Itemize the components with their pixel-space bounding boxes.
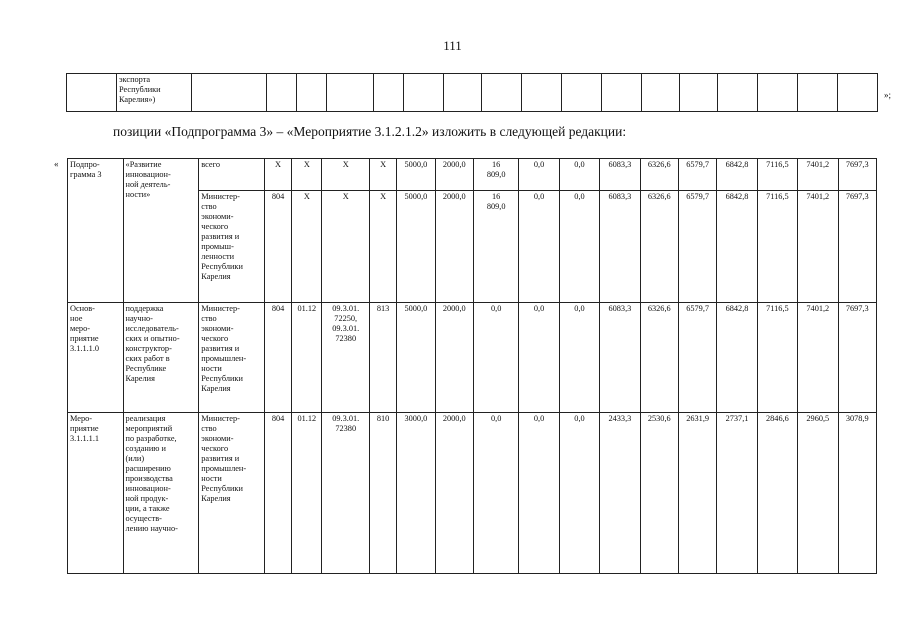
value-cell: 7697,3 xyxy=(838,191,877,303)
value-cell: 6842,8 xyxy=(717,159,757,191)
intro-text: позиции «Подпрограмма 3» – «Мероприятие 3.1.2.1.2» изложить в следующей редакции: xyxy=(113,124,627,139)
row-label: экспорта Республики Карелия») xyxy=(117,74,192,112)
vr-cell: 813 xyxy=(369,303,396,413)
value-cell: 6842,8 xyxy=(717,303,757,413)
program-title: реализация мероприятий по разработке, созданию и (или) расширению производства инновацион- ной продук- ции, а также осуществ- лению научно- xyxy=(123,413,199,574)
value-cell: 2737,1 xyxy=(717,413,757,574)
value-cell: 6326,6 xyxy=(640,191,678,303)
table-row xyxy=(68,303,877,413)
closing-quote: »; xyxy=(884,90,892,100)
value-cell: 6083,3 xyxy=(600,159,640,191)
vr-cell: 810 xyxy=(369,413,396,574)
grbs-cell: 804 xyxy=(264,191,291,303)
value-cell: 16 809,0 xyxy=(473,159,518,191)
program-table xyxy=(67,158,877,574)
previous-table-fragment xyxy=(66,73,878,112)
program-name: Меро- приятие 3.1.1.1.1 xyxy=(68,413,124,574)
value-cell: 7697,3 xyxy=(838,159,877,191)
value-cell: 6579,7 xyxy=(678,159,716,191)
value-cell: 6579,7 xyxy=(678,303,716,413)
vr-cell: Х xyxy=(369,191,396,303)
value-cell: 2631,9 xyxy=(678,413,716,574)
value-cell: 7401,2 xyxy=(798,159,838,191)
value-cell: 6083,3 xyxy=(600,191,640,303)
value-cell: 6842,8 xyxy=(717,191,757,303)
value-cell: 5000,0 xyxy=(397,303,435,413)
program-name: Основ- ное меро- приятие 3.1.1.1.0 xyxy=(68,303,124,413)
page-number: 111 xyxy=(443,38,462,53)
value-cell: 6326,6 xyxy=(640,159,678,191)
grbs-cell: Х xyxy=(264,159,291,191)
value-cell: 3078,9 xyxy=(838,413,877,574)
value-cell: 0,0 xyxy=(519,191,559,303)
value-cell: 7401,2 xyxy=(798,303,838,413)
value-cell: 0,0 xyxy=(473,303,518,413)
table-row xyxy=(67,74,878,112)
value-cell: 6083,3 xyxy=(600,303,640,413)
executor-cell: всего xyxy=(199,159,265,191)
value-cell: 0,0 xyxy=(559,413,599,574)
value-cell: 0,0 xyxy=(559,159,599,191)
rzpr-cell: Х xyxy=(292,191,322,303)
rzpr-cell: 01.12 xyxy=(292,303,322,413)
value-cell: 7401,2 xyxy=(798,191,838,303)
value-cell: 5000,0 xyxy=(397,159,435,191)
csr-cell: 09.3.01. 72380 xyxy=(322,413,369,574)
value-cell: 6579,7 xyxy=(678,191,716,303)
table-row xyxy=(68,159,877,191)
rzpr-cell: 01.12 xyxy=(292,413,322,574)
grbs-cell: 804 xyxy=(264,413,291,574)
value-cell: 2846,6 xyxy=(757,413,797,574)
csr-cell: Х xyxy=(322,191,369,303)
value-cell: 7116,5 xyxy=(757,303,797,413)
value-cell: 16 809,0 xyxy=(473,191,518,303)
value-cell: 0,0 xyxy=(519,159,559,191)
table-row xyxy=(68,413,877,574)
program-title: поддержка научно- исследователь- ских и опытно- конструктор- ских работ в Республике Карелия xyxy=(123,303,199,413)
value-cell: 0,0 xyxy=(519,303,559,413)
value-cell: 0,0 xyxy=(559,191,599,303)
executor-cell: Министер- ство экономи- ческого развития и промышлен- ности Республики Карелия xyxy=(199,303,265,413)
value-cell: 2000,0 xyxy=(435,191,473,303)
value-cell: 6326,6 xyxy=(640,303,678,413)
value-cell: 7697,3 xyxy=(838,303,877,413)
rzpr-cell: Х xyxy=(292,159,322,191)
executor-cell: Министер- ство экономи- ческого развития и промыш- ленности Республики Карелия xyxy=(199,191,265,303)
value-cell: 2530,6 xyxy=(640,413,678,574)
value-cell: 2000,0 xyxy=(435,303,473,413)
value-cell: 2000,0 xyxy=(435,413,473,574)
csr-cell: Х xyxy=(322,159,369,191)
vr-cell: Х xyxy=(369,159,396,191)
value-cell: 7116,5 xyxy=(757,191,797,303)
value-cell: 2433,3 xyxy=(600,413,640,574)
csr-cell: 09.3.01. 72250, 09.3.01. 72380 xyxy=(322,303,369,413)
program-title: «Развитие инновацион- ной деятель- ности» xyxy=(123,159,199,303)
value-cell: 0,0 xyxy=(559,303,599,413)
grbs-cell: 804 xyxy=(264,303,291,413)
value-cell: 0,0 xyxy=(519,413,559,574)
opening-quote: « xyxy=(54,159,59,169)
value-cell: 2960,5 xyxy=(798,413,838,574)
executor-cell: Министер- ство экономи- ческого развития и промышлен- ности Республики Карелия xyxy=(199,413,265,574)
value-cell: 5000,0 xyxy=(397,191,435,303)
value-cell: 2000,0 xyxy=(435,159,473,191)
value-cell: 7116,5 xyxy=(757,159,797,191)
program-name: Подпро- грамма 3 xyxy=(68,159,124,303)
value-cell: 0,0 xyxy=(473,413,518,574)
value-cell: 3000,0 xyxy=(397,413,435,574)
